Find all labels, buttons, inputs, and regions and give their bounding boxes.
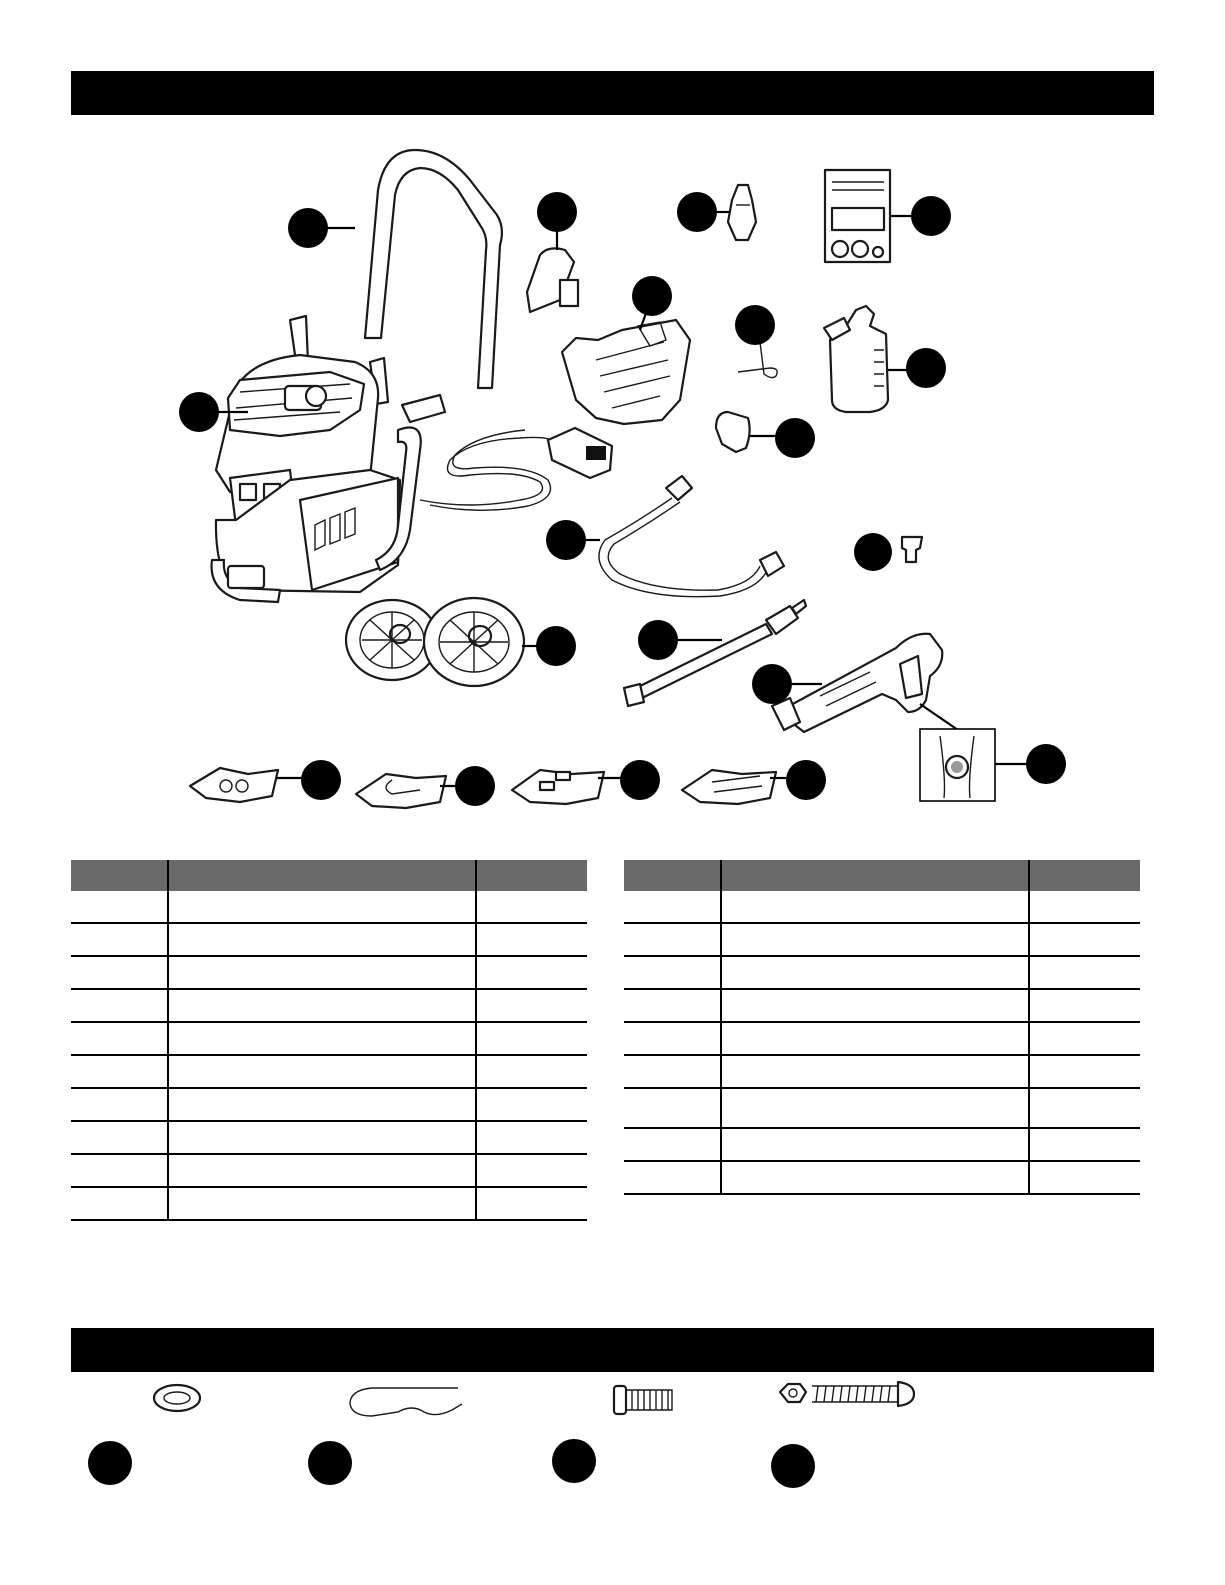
cell-quantity <box>1029 1161 1140 1194</box>
clip-drawing <box>716 412 780 452</box>
callout-marker <box>735 305 775 345</box>
high-pressure-hose-drawing <box>584 476 784 597</box>
table-row <box>624 1128 1140 1161</box>
table-header-row <box>71 860 587 891</box>
cell-part <box>71 1121 168 1154</box>
table-row <box>71 923 587 956</box>
cell-quantity <box>476 1154 587 1187</box>
callout-marker <box>288 208 328 248</box>
cell-quantity <box>476 891 587 923</box>
table-row <box>71 1187 587 1220</box>
holder-bracket-drawing <box>527 228 578 312</box>
cell-quantity <box>476 1187 587 1220</box>
callout-marker <box>911 196 951 236</box>
column-header-part <box>624 860 721 891</box>
table-row <box>624 1161 1140 1194</box>
callout-marker <box>552 1439 596 1483</box>
cell-quantity <box>1029 1128 1140 1161</box>
cell-part <box>624 891 721 923</box>
callout-marker <box>537 192 577 232</box>
hardware-callouts <box>88 1439 815 1488</box>
table-row <box>624 1055 1140 1088</box>
cell-quantity <box>1029 923 1140 956</box>
cell-description <box>168 1154 476 1187</box>
cell-description <box>721 1128 1029 1161</box>
table-row <box>71 989 587 1022</box>
cell-description <box>721 1055 1029 1088</box>
table-row <box>624 923 1140 956</box>
table-row <box>624 989 1140 1022</box>
cell-quantity <box>476 923 587 956</box>
callout-marker <box>854 533 892 571</box>
cell-description <box>168 1187 476 1220</box>
cell-description <box>168 1055 476 1088</box>
callout-marker <box>536 626 576 666</box>
cell-quantity <box>476 1121 587 1154</box>
cell-part <box>624 989 721 1022</box>
callout-marker <box>638 620 678 660</box>
cell-part <box>71 1154 168 1187</box>
table-row <box>71 1022 587 1055</box>
cell-part <box>71 956 168 989</box>
table-row <box>624 1088 1140 1128</box>
cell-quantity <box>476 1055 587 1088</box>
engine-unit-drawing <box>212 316 445 602</box>
cell-part <box>624 1161 721 1194</box>
hose-rack-drawing <box>562 296 690 424</box>
table-row <box>624 956 1140 989</box>
table-row <box>71 1088 587 1121</box>
parts-table-right <box>624 860 1140 1195</box>
callout-marker <box>620 760 660 800</box>
cell-quantity <box>1029 1022 1140 1055</box>
parts-table-left <box>71 860 587 1221</box>
callout-marker <box>775 418 815 458</box>
cell-description <box>168 1121 476 1154</box>
cell-description <box>168 891 476 923</box>
cell-quantity <box>476 989 587 1022</box>
cell-description <box>721 956 1029 989</box>
callout-marker <box>1026 744 1066 784</box>
cell-quantity <box>476 1022 587 1055</box>
cell-part <box>71 891 168 923</box>
soap-bottle-drawing <box>824 306 912 412</box>
cell-part <box>624 1022 721 1055</box>
cell-description <box>721 891 1029 923</box>
cell-part <box>624 1055 721 1088</box>
cell-part <box>624 1128 721 1161</box>
cell-part <box>71 1088 168 1121</box>
spray-gun-drawing <box>772 634 958 732</box>
callout-marker <box>88 1441 132 1485</box>
cell-description <box>721 923 1029 956</box>
hardware-header-bar <box>71 1328 1154 1372</box>
cell-quantity <box>1029 956 1140 989</box>
cell-description <box>721 1161 1029 1194</box>
table-row <box>71 1121 587 1154</box>
table-row <box>624 891 1140 923</box>
table-row <box>71 956 587 989</box>
cell-part <box>624 923 721 956</box>
handle-drawing <box>325 150 502 388</box>
cell-description <box>168 989 476 1022</box>
wheels-drawing <box>346 598 538 686</box>
cell-description <box>168 956 476 989</box>
callout-marker <box>786 760 826 800</box>
table-row <box>71 1055 587 1088</box>
callout-marker <box>632 276 672 316</box>
cell-part <box>624 1088 721 1128</box>
cell-part <box>71 1055 168 1088</box>
rating-label-drawing <box>825 170 912 262</box>
cell-description <box>721 1088 1029 1128</box>
callout-marker <box>308 1441 352 1485</box>
cell-quantity <box>476 1088 587 1121</box>
column-header-quantity <box>476 860 587 891</box>
table-header-row <box>624 860 1140 891</box>
callout-marker <box>455 766 495 806</box>
cell-quantity <box>1029 989 1140 1022</box>
cell-quantity <box>1029 1055 1140 1088</box>
nozzle-tip-drawing <box>716 185 756 240</box>
cell-part <box>71 989 168 1022</box>
column-header-description <box>721 860 1029 891</box>
cell-quantity <box>1029 891 1140 923</box>
callout-marker <box>677 192 717 232</box>
cell-description <box>168 1022 476 1055</box>
table-row <box>71 891 587 923</box>
callout-marker <box>752 664 792 704</box>
table-row <box>71 1154 587 1187</box>
gun-detail-inset <box>920 729 1030 801</box>
column-header-part <box>71 860 168 891</box>
cell-description <box>168 923 476 956</box>
callout-marker <box>906 348 946 388</box>
callout-marker <box>301 760 341 800</box>
callout-marker <box>179 392 219 432</box>
hair-pin-drawing <box>738 342 777 378</box>
column-header-description <box>168 860 476 891</box>
cell-part <box>71 1022 168 1055</box>
cell-part <box>624 956 721 989</box>
callout-marker <box>771 1444 815 1488</box>
cell-description <box>721 1022 1029 1055</box>
cell-part <box>71 923 168 956</box>
cell-quantity <box>1029 1088 1140 1128</box>
power-cord-drawing <box>420 428 612 510</box>
callout-marker <box>546 520 586 560</box>
cell-quantity <box>476 956 587 989</box>
cell-description <box>721 989 1029 1022</box>
quick-connect-nozzle-drawing <box>902 537 922 562</box>
table-row <box>624 1022 1140 1055</box>
hardware-items-drawing <box>154 1382 914 1416</box>
cell-description <box>168 1088 476 1121</box>
cell-part <box>71 1187 168 1220</box>
column-header-quantity <box>1029 860 1140 891</box>
